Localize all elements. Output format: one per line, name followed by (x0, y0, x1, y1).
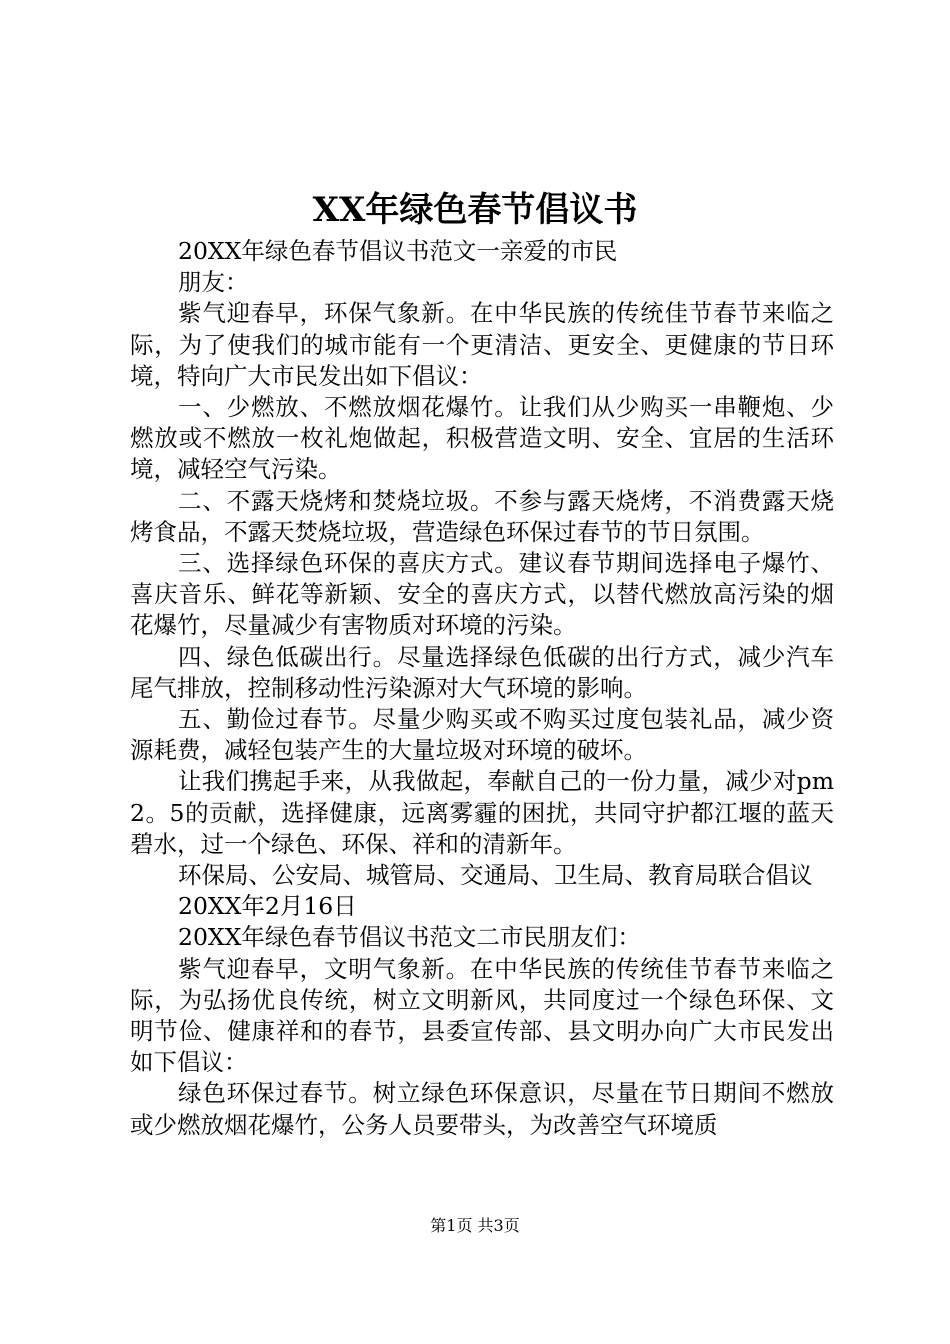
paragraph: 20XX年绿色春节倡议书范文一亲爱的市民 (178, 237, 618, 265)
document-body (130, 236, 834, 1141)
paragraph: 五、勤俭过春节。尽量少购买或不购买过度包装礼品，减少资源耗费，减轻包装产生的大量垃圾对环境的破坏。 (130, 705, 834, 765)
paragraph: 一、少燃放、不燃放烟花爆竹。让我们从少购买一串鞭炮、少燃放或不燃放一枚礼炮做起，积极营造文明、安全、宜居的生活环境，减轻空气污染。 (130, 393, 834, 484)
paragraph: 紫气迎春早，环保气象新。在中华民族的传统佳节春节来临之际，为了使我们的城市能有一个更清洁、更安全、更健康的节日环境，特向广大市民发出如下倡议： (130, 299, 834, 390)
paragraph: 三、选择绿色环保的喜庆方式。建议春节期间选择电子爆竹、喜庆音乐、鲜花等新颖、安全的喜庆方式，以替代燃放高污染的烟花爆竹，尽量减少有害物质对环境的污染。 (130, 549, 834, 640)
paragraph: 环保局、公安局、城管局、交通局、卫生局、教育局联合倡议 (178, 861, 813, 890)
document-title: XX年绿色春节倡议书 (312, 190, 638, 230)
paragraph: 绿色环保过春节。树立绿色环保意识，尽量在节日期间不燃放或少燃放烟花爆竹，公务人员要带头，为改善空气环境质 (130, 1079, 834, 1139)
paragraph: 让我们携起手来，从我做起，奉献自己的一份力量，减少对pm2。5的贡献，选择健康，远离雾霾的困扰，共同守护都江堰的蓝天碧水，过一个绿色、环保、祥和的清新年。 (130, 767, 834, 858)
paragraph: 二、不露天烧烤和焚烧垃圾。不参与露天烧烤，不消费露天烧烤食品，不露天焚烧垃圾，营造绿色环保过春节的节日氛围。 (130, 486, 834, 546)
paragraph: 20XX年绿色春节倡议书范文二市民朋友们： (178, 923, 641, 952)
page-footer: 第1页 共3页 (430, 1216, 520, 1235)
paragraph: 紫气迎春早，文明气象新。在中华民族的传统佳节春节来临之际，为弘扬优良传统，树立文明新风，共同度过一个绿色环保、文明节俭、健康祥和的春节，县委宣传部、县文明办向广大市民发出如下倡议： (130, 954, 834, 1077)
date-line: 20XX年2月16日 (178, 892, 357, 921)
paragraph: 朋友： (178, 268, 249, 297)
paragraph: 四、绿色低碳出行。尽量选择绿色低碳的出行方式，减少汽车尾气排放，控制移动性污染源对大气环境的影响。 (130, 642, 834, 702)
